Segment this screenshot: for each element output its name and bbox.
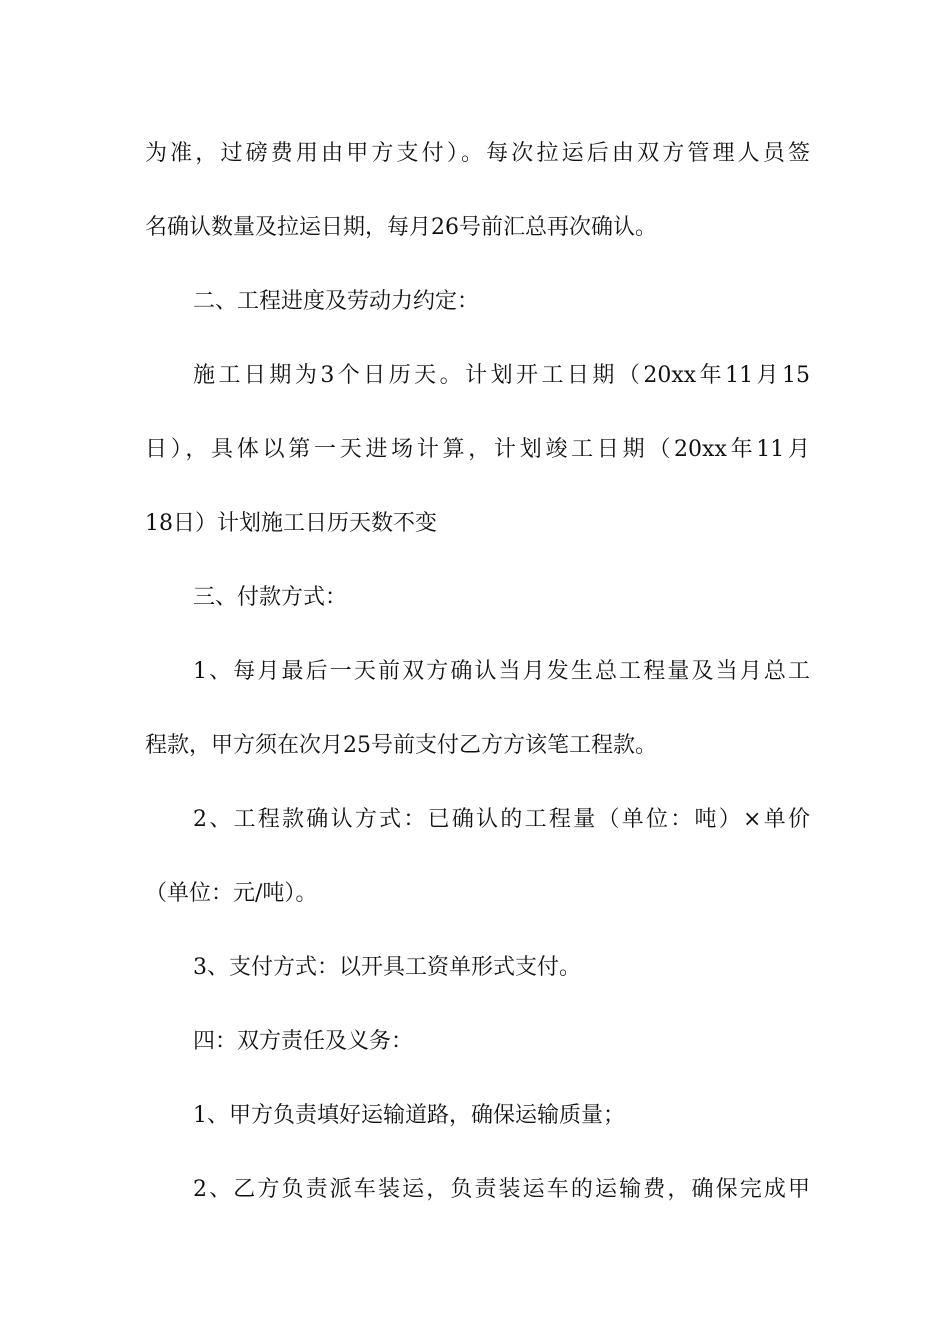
text-line-10: 2、工程款确认方式：已确认的工程量（单位：吨）×单价 — [193, 807, 810, 832]
text-line-6: 18日）计划施工日历天数不变 — [145, 511, 437, 536]
text-line-12: 3、支付方式：以开具工资单形式支付。 — [193, 955, 581, 980]
text-line-8: 1、每月最后一天前双方确认当月发生总工程量及当月总工 — [193, 659, 810, 684]
text-line-1: 为准，过磅费用由甲方支付）。每次拉运后由双方管理人员签 — [145, 141, 810, 166]
section-heading-responsibilities: 四：双方责任及义务： — [193, 1029, 414, 1054]
text-line-15: 2、乙方负责派车装运，负责装运车的运输费，确保完成甲 — [193, 1177, 810, 1202]
text-line-5: 日），具体以第一天进场计算，计划竣工日期（20xx年11月 — [145, 437, 810, 462]
text-line-2: 名确认数量及拉运日期，每月26号前汇总再次确认。 — [145, 215, 657, 240]
section-heading-payment: 三、付款方式： — [193, 585, 348, 610]
text-line-9: 程款，甲方须在次月25号前支付乙方方该笔工程款。 — [145, 733, 657, 758]
section-heading-schedule: 二、工程进度及劳动力约定： — [193, 289, 480, 314]
text-line-14: 1、甲方负责填好运输道路，确保运输质量； — [193, 1103, 625, 1128]
text-line-4: 施工日期为3个日历天。计划开工日期（20xx年11月15 — [193, 363, 810, 388]
text-line-11: （单位：元/吨）。 — [145, 881, 318, 906]
